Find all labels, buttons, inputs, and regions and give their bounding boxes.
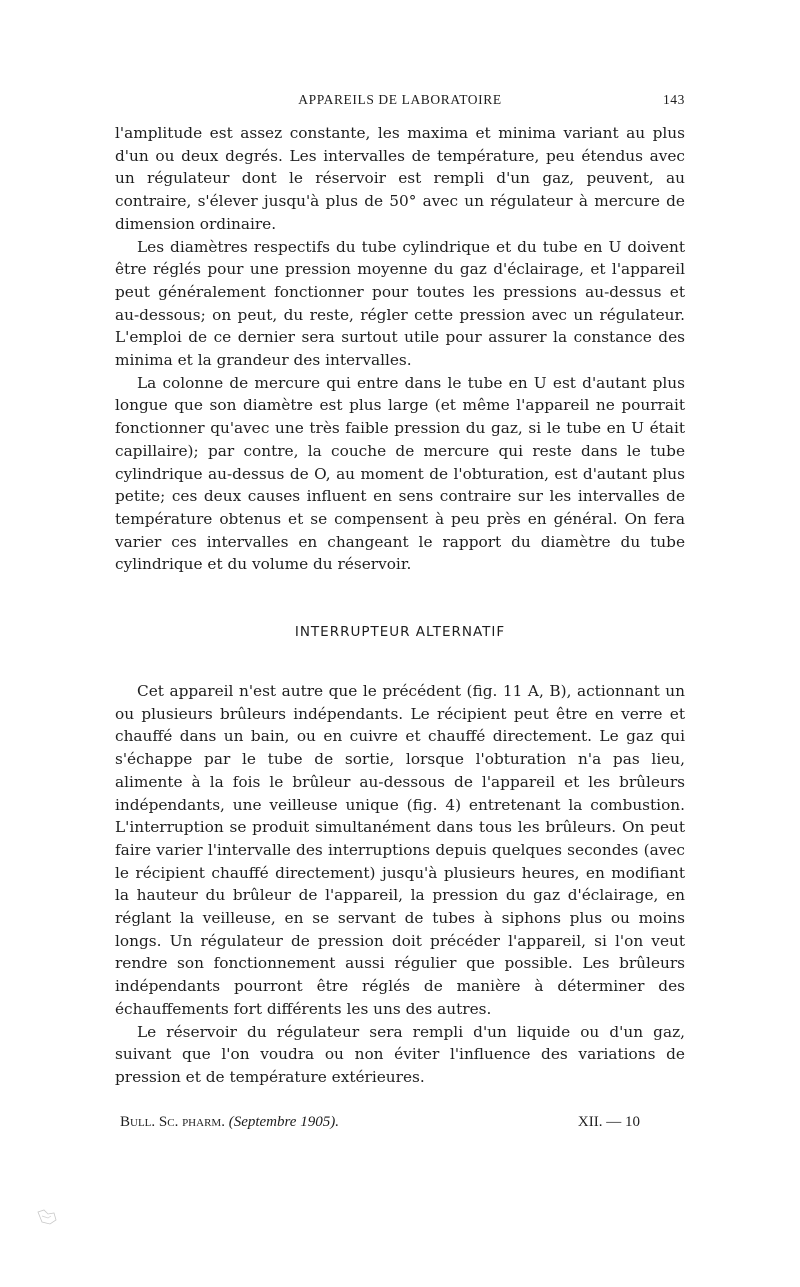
page-footer <box>120 1114 640 1134</box>
volume-signature: XII. — 10 <box>577 1114 640 1130</box>
section-heading: INTERRUPTEUR ALTERNATIF <box>294 624 506 640</box>
footer-citation <box>120 1114 339 1131</box>
running-title: APPAREILS DE LABORATOIRE <box>298 92 502 107</box>
body-text-top <box>115 122 685 576</box>
paragraph: La colonne de mercure qui entre dans le tube en U est d'autant plus longue que son diamètre est plus large (et même l'appareil ne pourrait fonctionner qu'avec une très faible pression du gaz, si le tube en U était capillaire); par contre, la couche de mercure qui reste dans le tube cylindrique au-dessus de O, au moment de l'obturation, est d'autant plus petite; ces deux causes influent en sens contraire sur les intervalles de température obtenus et se compensent à peu près en général. On fera varier ces intervalles en changeant le rapport du diamètre du tube cylindrique et du volume du réservoir. <box>115 373 685 574</box>
journal-name: Bull. Sc. pharm. <box>120 1114 225 1130</box>
paragraph: Le réservoir du régulateur sera rempli d'un liquide ou d'un gaz, suivant que l'on voudra ou non éviter l'influence des variations de pression et de température extérieures. <box>115 1022 685 1086</box>
paragraph: Cet appareil n'est autre que le précédent (fig. 11 A, B), actionnant un ou plusieurs brûleurs indépendants. Le récipient peut être en verre et chauffé dans un bain, ou en cuivre et chauffé directement. Le gaz qui s'échappe par le tube de sortie, lorsque l'obturation n'a pas lieu, alimente à la fois le brûleur au-dessous de l'appareil et les brûleurs indépendants, une veilleuse unique (fig. 4) entretenant la combustion. L'interruption se produit simultanément dans tous les brûleurs. On peut faire varier l'intervalle des interruptions depuis quelques secondes (avec le récipient chauffé directement) jusqu'à plusieurs heures, en modifiant la hauteur du brûleur de l'appareil, la pression du gaz d'éclairage, en réglant la veilleuse, en se servant de tubes à siphons plus ou moins longs. Un régulateur de pression doit précéder l'appareil, si l'on veut rendre son fonctionnement aussi régulier que possible. Les brûleurs indépendants pourront être réglés de manière à déterminer des échauffements fort différents les uns des autres. <box>115 682 685 1018</box>
paragraph: Les diamètres respectifs du tube cylindrique et du tube en U doivent être réglés pour une pression moyenne du gaz d'éclairage, et l'appareil peut généralement fonctionner pour toutes les pressions au-dessus et au-dessous; on peut, du reste, régler cette pression avec un régulateur. L'emploi de ce dernier sera surtout utile pour assurer la constance des minima et la grandeur des intervalles. <box>115 237 685 370</box>
running-header <box>115 92 685 114</box>
paragraph: l'amplitude est assez constante, les maxima et minima variant au plus d'un ou deux degrés. Les intervalles de température, peu étendus avec un régulateur dont le réservoir est rempli d'un gaz, peuvent, au contraire, s'élever jusqu'à plus de 50° avec un régulateur à mercure de dimension ordinaire. <box>115 124 685 233</box>
publication-date: (Septembre 1905). <box>228 1114 339 1130</box>
library-stamp-mark <box>36 1208 58 1226</box>
page-number: 143 <box>662 92 685 107</box>
body-text-bottom <box>115 680 685 1089</box>
